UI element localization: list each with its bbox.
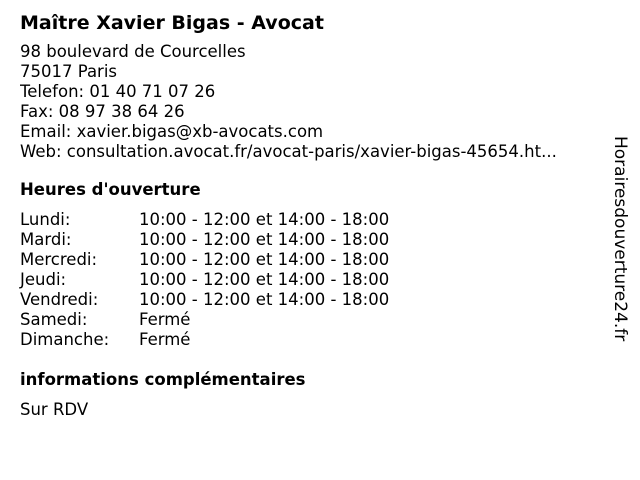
additional-info-text: Sur RDV xyxy=(20,400,89,419)
business-name: Maître Xavier Bigas - Avocat xyxy=(20,12,324,34)
phone-number: Telefon: 01 40 71 07 26 xyxy=(20,82,216,101)
day-hours: 10:00 - 12:00 et 14:00 - 18:00 xyxy=(139,290,390,309)
brand-watermark: Horairesdouverture24.fr xyxy=(610,136,630,342)
contact-details xyxy=(20,42,600,162)
opening-hours-heading: Heures d'ouverture xyxy=(20,180,201,199)
day-hours: 10:00 - 12:00 et 14:00 - 18:00 xyxy=(139,210,390,229)
day-hours: 10:00 - 12:00 et 14:00 - 18:00 xyxy=(139,270,390,289)
hours-row-saturday xyxy=(20,310,600,330)
hours-row-friday xyxy=(20,290,600,310)
hours-row-tuesday xyxy=(20,230,600,250)
day-hours: 10:00 - 12:00 et 14:00 - 18:00 xyxy=(139,230,390,249)
day-hours: 10:00 - 12:00 et 14:00 - 18:00 xyxy=(139,250,390,269)
email-address: Email: xavier.bigas@xb-avocats.com xyxy=(20,122,324,141)
day-label: Dimanche: xyxy=(20,330,110,349)
day-hours: Fermé xyxy=(139,310,191,329)
hours-row-thursday xyxy=(20,270,600,290)
day-label: Jeudi: xyxy=(20,270,67,289)
fax-number: Fax: 08 97 38 64 26 xyxy=(20,102,185,121)
website-url: Web: consultation.avocat.fr/avocat-paris/xavier-bigas-45654.ht... xyxy=(20,142,557,161)
day-hours: Fermé xyxy=(139,330,191,349)
hours-row-wednesday xyxy=(20,250,600,270)
day-label: Mardi: xyxy=(20,230,72,249)
opening-hours-table xyxy=(20,210,600,350)
day-label: Mercredi: xyxy=(20,250,98,269)
business-card xyxy=(20,10,600,420)
hours-row-sunday xyxy=(20,330,600,350)
day-label: Lundi: xyxy=(20,210,71,229)
additional-info-heading: informations complémentaires xyxy=(20,370,306,389)
hours-row-monday xyxy=(20,210,600,230)
day-label: Vendredi: xyxy=(20,290,99,309)
address-line-street: 98 boulevard de Courcelles xyxy=(20,42,246,61)
address-line-city: 75017 Paris xyxy=(20,62,118,81)
day-label: Samedi: xyxy=(20,310,88,329)
